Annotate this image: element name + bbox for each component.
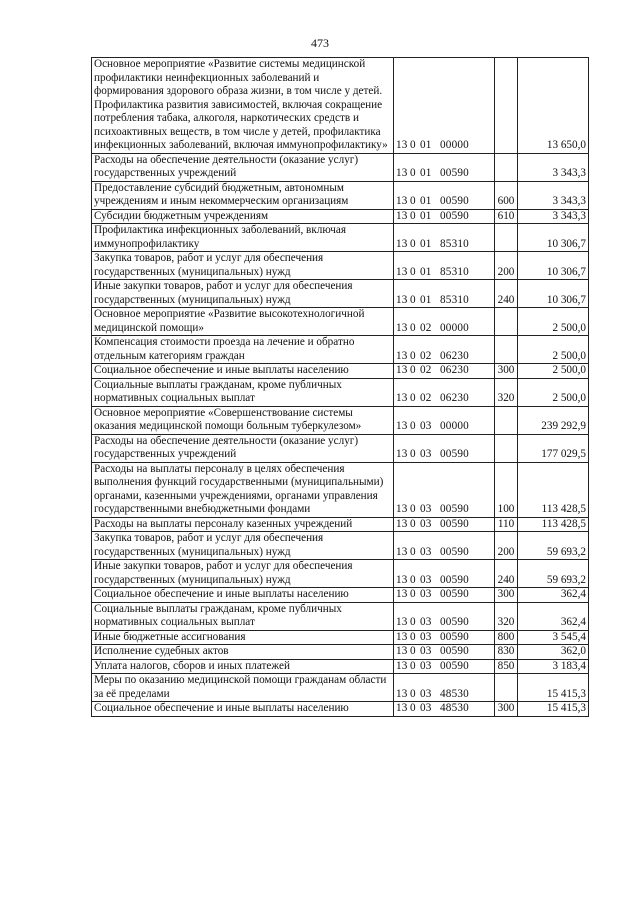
code-part-c4: 85310	[440, 293, 469, 306]
row-amount: 362,4	[518, 588, 589, 603]
row-name: Исполнение судебных актов	[92, 645, 394, 660]
row-expense-type	[495, 58, 518, 154]
row-amount: 3 183,4	[518, 659, 589, 674]
table-row	[92, 674, 589, 702]
table-row	[92, 602, 589, 630]
row-code	[394, 602, 495, 630]
row-expense-type: 200	[495, 252, 518, 280]
code-part-c4: 00590	[440, 573, 469, 586]
row-code	[394, 280, 495, 308]
code-part-c4: 00590	[440, 167, 469, 179]
row-expense-type: 800	[495, 630, 518, 645]
row-name: Меры по оказанию медицинской помощи гражданам области за её пределами	[92, 674, 394, 702]
code-part-c4: 06230	[440, 364, 469, 376]
code-part-c1: 13	[396, 392, 408, 404]
code-part-c1: 13	[396, 237, 408, 250]
row-amount: 3 343,3	[518, 153, 589, 181]
budget-table	[91, 57, 589, 717]
row-expense-type: 320	[495, 602, 518, 630]
row-name: Расходы на обеспечение деятельности (оказание услуг) государственных учреждений	[92, 153, 394, 181]
code-part-c2: 0	[410, 293, 416, 306]
code-part-c1: 13	[396, 588, 408, 600]
row-code	[394, 434, 495, 462]
code-part-c2: 0	[410, 321, 416, 334]
code-part-c4: 00590	[440, 588, 469, 600]
code-part-c3: 03	[420, 630, 432, 643]
code-part-c1: 13	[396, 420, 408, 432]
row-amount: 239 292,9	[518, 406, 589, 434]
code-part-c2: 0	[410, 588, 416, 600]
code-part-c2: 0	[410, 349, 416, 362]
code-part-c4: 00000	[440, 139, 469, 151]
row-code	[394, 406, 495, 434]
code-part-c4: 06230	[440, 349, 469, 362]
code-part-c3: 01	[420, 237, 432, 250]
code-part-c1: 13	[396, 503, 408, 515]
code-part-c1: 13	[396, 139, 408, 151]
row-expense-type: 830	[495, 645, 518, 660]
row-amount: 10 306,7	[518, 224, 589, 252]
row-code	[394, 517, 495, 532]
code-part-c3: 03	[420, 517, 432, 530]
row-expense-type: 320	[495, 378, 518, 406]
code-part-c4: 00590	[440, 503, 469, 515]
row-name: Расходы на выплаты персоналу казенных учреждений	[92, 517, 394, 532]
table-row	[92, 378, 589, 406]
row-amount: 59 693,2	[518, 532, 589, 560]
code-part-c3: 02	[420, 392, 432, 404]
row-name: Основное мероприятие «Совершенствование системы оказания медицинской помощи больным туберкулезом»	[92, 406, 394, 434]
row-amount: 13 650,0	[518, 58, 589, 154]
code-part-c3: 02	[420, 321, 432, 334]
row-expense-type: 850	[495, 659, 518, 674]
code-part-c3: 01	[420, 293, 432, 306]
code-part-c4: 85310	[440, 237, 469, 250]
code-part-c2: 0	[410, 517, 416, 530]
row-name: Социальные выплаты гражданам, кроме публичных нормативных социальных выплат	[92, 378, 394, 406]
table-row	[92, 588, 589, 603]
row-expense-type: 200	[495, 532, 518, 560]
code-part-c2: 0	[410, 167, 416, 179]
code-part-c1: 13	[396, 195, 408, 207]
code-part-c4: 48530	[440, 702, 469, 714]
row-expense-type	[495, 336, 518, 364]
code-part-c1: 13	[396, 616, 408, 628]
row-code	[394, 181, 495, 209]
code-part-c4: 00590	[440, 545, 469, 558]
code-part-c3: 01	[420, 167, 432, 179]
row-amount: 362,0	[518, 645, 589, 660]
code-part-c2: 0	[410, 237, 416, 250]
code-part-c2: 0	[410, 420, 416, 432]
table-row	[92, 517, 589, 532]
row-amount: 10 306,7	[518, 252, 589, 280]
row-name: Социальное обеспечение и иные выплаты населению	[92, 588, 394, 603]
code-part-c2: 0	[410, 265, 416, 278]
row-name: Предоставление субсидий бюджетным, автономным учреждениям и иным некоммерческим организациям	[92, 181, 394, 209]
code-part-c3: 03	[420, 687, 432, 700]
table-row	[92, 280, 589, 308]
row-expense-type	[495, 224, 518, 252]
row-code	[394, 560, 495, 588]
row-code	[394, 588, 495, 603]
row-amount: 3 343,3	[518, 209, 589, 224]
row-expense-type: 300	[495, 588, 518, 603]
code-part-c4: 00590	[440, 517, 469, 530]
code-part-c2: 0	[410, 364, 416, 376]
row-amount: 15 415,3	[518, 702, 589, 717]
code-part-c2: 0	[410, 545, 416, 558]
code-part-c1: 13	[396, 630, 408, 643]
code-part-c3: 03	[420, 448, 432, 460]
row-name: Основное мероприятие «Развитие высокотехнологичной медицинской помощи»	[92, 308, 394, 336]
row-name: Расходы на выплаты персоналу в целях обеспечения выполнения функций государственными (муниципальными) органами, казенными учреждениями, органами управления государственными внебюджетными фондами	[92, 462, 394, 517]
row-expense-type: 240	[495, 280, 518, 308]
table-row	[92, 532, 589, 560]
table-row	[92, 560, 589, 588]
row-code	[394, 224, 495, 252]
code-part-c4: 00590	[440, 209, 469, 222]
code-part-c4: 00000	[440, 321, 469, 334]
code-part-c2: 0	[410, 503, 416, 515]
row-code	[394, 308, 495, 336]
code-part-c2: 0	[410, 645, 416, 657]
code-part-c3: 03	[420, 420, 432, 432]
code-part-c4: 00590	[440, 630, 469, 643]
row-name: Иные бюджетные ассигнования	[92, 630, 394, 645]
code-part-c3: 01	[420, 195, 432, 207]
row-amount: 2 500,0	[518, 336, 589, 364]
table-row	[92, 153, 589, 181]
code-part-c1: 13	[396, 265, 408, 278]
row-amount: 2 500,0	[518, 308, 589, 336]
code-part-c3: 03	[420, 588, 432, 600]
code-part-c1: 13	[396, 687, 408, 700]
code-part-c1: 13	[396, 293, 408, 306]
row-code	[394, 209, 495, 224]
table-row	[92, 659, 589, 674]
table-row	[92, 224, 589, 252]
row-amount: 3 545,4	[518, 630, 589, 645]
table-row	[92, 364, 589, 379]
row-name: Субсидии бюджетным учреждениям	[92, 209, 394, 224]
code-part-c3: 01	[420, 139, 432, 151]
row-expense-type: 600	[495, 181, 518, 209]
row-name: Закупка товаров, работ и услуг для обеспечения государственных (муниципальных) нужд	[92, 532, 394, 560]
code-part-c3: 02	[420, 349, 432, 362]
row-code	[394, 659, 495, 674]
row-code	[394, 364, 495, 379]
code-part-c1: 13	[396, 659, 408, 672]
code-part-c3: 03	[420, 573, 432, 586]
code-part-c4: 85310	[440, 265, 469, 278]
row-name: Уплата налогов, сборов и иных платежей	[92, 659, 394, 674]
code-part-c1: 13	[396, 448, 408, 460]
row-name: Основное мероприятие «Развитие системы медицинской профилактики неинфекционных заболеваний и формирования здорового образа жизни, в том числе у детей. Профилактика развития зависимостей, включая сокращение потребления табака, алкоголя, наркотических средств и психоактивных веществ, в том числе у детей, профилактика инфекционных заболеваний, включая иммунопрофилактику»	[92, 58, 394, 154]
code-part-c2: 0	[410, 616, 416, 628]
row-expense-type: 110	[495, 517, 518, 532]
code-part-c3: 03	[420, 702, 432, 714]
row-code	[394, 462, 495, 517]
row-code	[394, 630, 495, 645]
row-name: Расходы на обеспечение деятельности (оказание услуг) государственных учреждений	[92, 434, 394, 462]
row-expense-type	[495, 153, 518, 181]
row-code	[394, 336, 495, 364]
code-part-c1: 13	[396, 517, 408, 530]
row-expense-type: 100	[495, 462, 518, 517]
code-part-c4: 00000	[440, 420, 469, 432]
code-part-c4: 00590	[440, 616, 469, 628]
row-amount: 2 500,0	[518, 364, 589, 379]
code-part-c3: 03	[420, 616, 432, 628]
page-number: 473	[311, 36, 329, 50]
row-code	[394, 702, 495, 717]
code-part-c3: 03	[420, 545, 432, 558]
row-expense-type	[495, 308, 518, 336]
code-part-c2: 0	[410, 209, 416, 222]
code-part-c3: 01	[420, 209, 432, 222]
table-row	[92, 58, 589, 154]
row-code	[394, 252, 495, 280]
code-part-c3: 03	[420, 659, 432, 672]
row-amount: 113 428,5	[518, 517, 589, 532]
row-expense-type: 240	[495, 560, 518, 588]
code-part-c1: 13	[396, 364, 408, 376]
row-amount: 15 415,3	[518, 674, 589, 702]
row-amount: 59 693,2	[518, 560, 589, 588]
row-amount: 3 343,3	[518, 181, 589, 209]
code-part-c4: 00590	[440, 195, 469, 207]
row-code	[394, 645, 495, 660]
row-amount: 2 500,0	[518, 378, 589, 406]
row-amount: 177 029,5	[518, 434, 589, 462]
code-part-c3: 03	[420, 503, 432, 515]
code-part-c2: 0	[410, 630, 416, 643]
code-part-c1: 13	[396, 349, 408, 362]
code-part-c2: 0	[410, 139, 416, 151]
code-part-c4: 00590	[440, 645, 469, 657]
code-part-c1: 13	[396, 545, 408, 558]
code-part-c1: 13	[396, 321, 408, 334]
table-row	[92, 630, 589, 645]
row-name: Профилактика инфекционных заболеваний, включая иммунопрофилактику	[92, 224, 394, 252]
row-expense-type	[495, 434, 518, 462]
row-name: Социальное обеспечение и иные выплаты населению	[92, 702, 394, 717]
table-row	[92, 702, 589, 717]
code-part-c4: 00590	[440, 448, 469, 460]
table-row	[92, 209, 589, 224]
table-row	[92, 462, 589, 517]
code-part-c2: 0	[410, 448, 416, 460]
row-name: Иные закупки товаров, работ и услуг для обеспечения государственных (муниципальных) нужд	[92, 560, 394, 588]
row-code	[394, 674, 495, 702]
code-part-c2: 0	[410, 195, 416, 207]
table-row	[92, 434, 589, 462]
row-amount: 113 428,5	[518, 462, 589, 517]
code-part-c1: 13	[396, 167, 408, 179]
code-part-c3: 01	[420, 265, 432, 278]
table-row	[92, 181, 589, 209]
row-code	[394, 58, 495, 154]
table-row	[92, 406, 589, 434]
table-row	[92, 308, 589, 336]
code-part-c2: 0	[410, 573, 416, 586]
row-amount: 362,4	[518, 602, 589, 630]
row-amount: 10 306,7	[518, 280, 589, 308]
code-part-c1: 13	[396, 645, 408, 657]
row-code	[394, 532, 495, 560]
code-part-c3: 02	[420, 364, 432, 376]
code-part-c4: 48530	[440, 687, 469, 700]
row-expense-type: 610	[495, 209, 518, 224]
row-name: Иные закупки товаров, работ и услуг для обеспечения государственных (муниципальных) нужд	[92, 280, 394, 308]
code-part-c4: 06230	[440, 392, 469, 404]
table-row	[92, 645, 589, 660]
code-part-c2: 0	[410, 702, 416, 714]
row-expense-type	[495, 406, 518, 434]
budget-table-body	[92, 58, 589, 717]
code-part-c2: 0	[410, 687, 416, 700]
code-part-c1: 13	[396, 209, 408, 222]
code-part-c2: 0	[410, 659, 416, 672]
row-name: Социальные выплаты гражданам, кроме публичных нормативных социальных выплат	[92, 602, 394, 630]
row-code	[394, 378, 495, 406]
row-name: Социальное обеспечение и иные выплаты населению	[92, 364, 394, 379]
row-name: Закупка товаров, работ и услуг для обеспечения государственных (муниципальных) нужд	[92, 252, 394, 280]
row-expense-type: 300	[495, 364, 518, 379]
code-part-c2: 0	[410, 392, 416, 404]
row-expense-type: 300	[495, 702, 518, 717]
code-part-c1: 13	[396, 702, 408, 714]
row-expense-type	[495, 674, 518, 702]
row-name: Компенсация стоимости проезда на лечение и обратно отдельным категориям граждан	[92, 336, 394, 364]
row-code	[394, 153, 495, 181]
code-part-c3: 03	[420, 645, 432, 657]
code-part-c1: 13	[396, 573, 408, 586]
table-row	[92, 336, 589, 364]
table-row	[92, 252, 589, 280]
code-part-c4: 00590	[440, 659, 469, 672]
